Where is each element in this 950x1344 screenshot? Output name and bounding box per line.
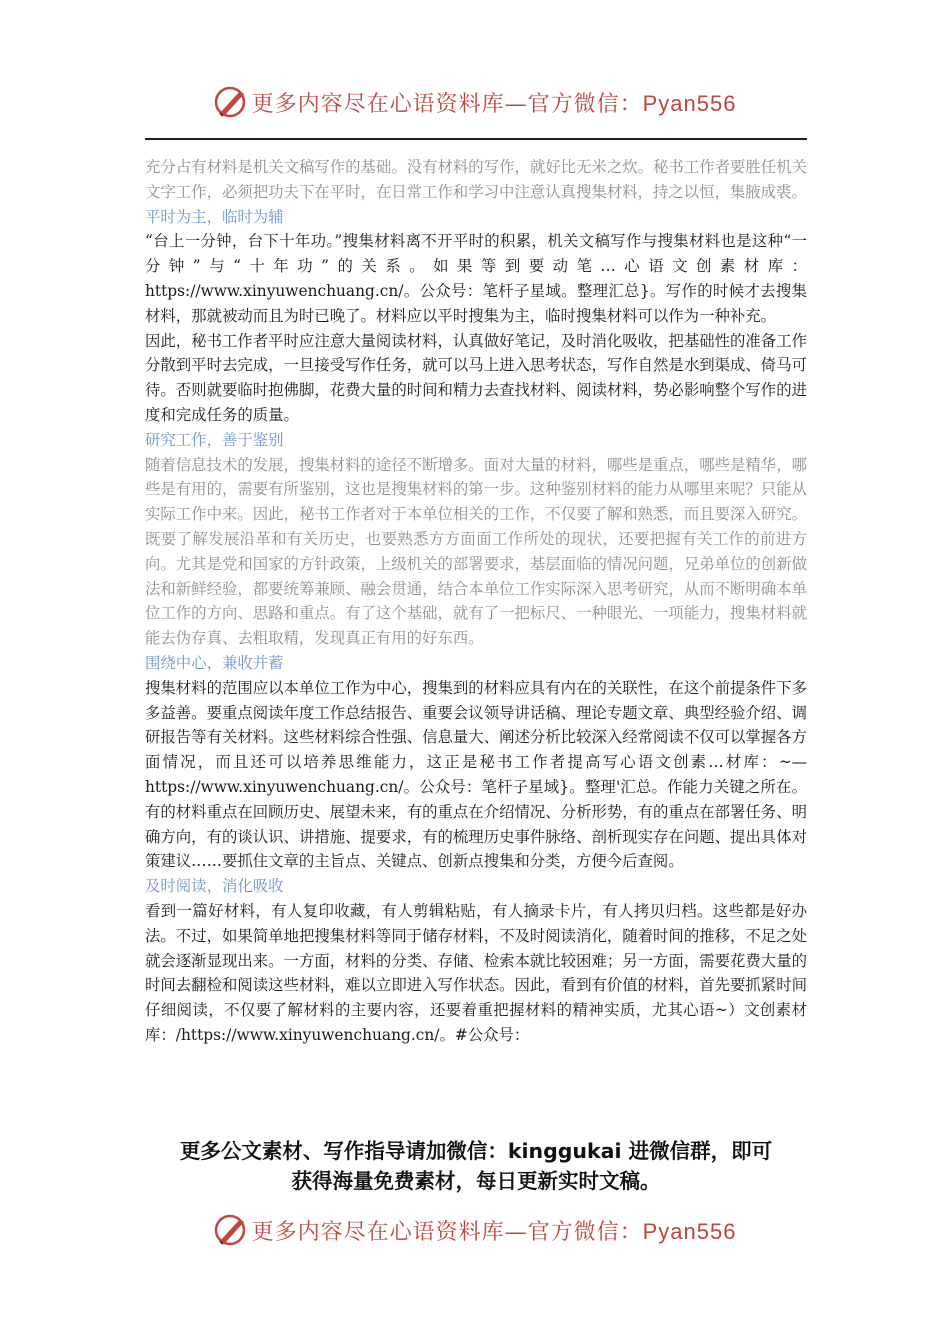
article-body [145, 155, 807, 1048]
body-paragraph: 随着信息技术的发展，搜集材料的途径不断增多。面对大量的材料，哪些是重点，哪些是精华，哪些是有用的，需要有所鉴别，这也是搜集材料的第一步。这种鉴别材料的能力从哪里来呢？只能从实际工作中来。因此，秘书工作者对于本单位相关的工作，不仅要了解和熟悉，而且要深入研究。既要了解发展沿革和有关历史，也要熟悉方方面面工作所处的现状，还要把握有关工作的前进方向。尤其是党和国家的方针政策，上级机关的部署要求，基层面临的情况问题，兄弟单位的创新做法和新鲜经验，都要统筹兼顾、融会贯通，结合本单位工作实际深入思考研究，从而不断明确本单位工作的方向、思路和重点。有了这个基础，就有了一把标尺、一种眼光、一项能力，搜集材料就能去伪存真、去粗取精，发现真正有用的好东西。 [145, 455, 807, 648]
banner-text: 更多内容尽在心语资料库—官方微信：Pyan556 [251, 90, 737, 117]
banner-wechat-id: Pyan556 [642, 90, 737, 116]
section-heading: 研究工作，善于鉴别 [145, 430, 284, 449]
promo-text [140, 1136, 812, 1196]
footer-banner [0, 1210, 950, 1250]
section-heading: 平时为主，临时为辅 [145, 207, 284, 226]
header-divider [145, 138, 807, 140]
promo-line-2: 获得海量免费素材，每日更新实时文稿。 [291, 1169, 661, 1193]
promo-line-1: 更多公文素材、写作指导请加微信：kinggukai 进微信群，即可 [179, 1139, 773, 1163]
body-paragraph: 充分占有材料是机关文稿写作的基础。没有材料的写作，就好比无米之炊。秘书工作者要胜任机关文字工作，必须把功夫下在平时，在日常工作和学习中注意认真搜集材料，持之以恒，集腋成裘。 [145, 158, 807, 201]
header-banner [0, 82, 950, 122]
banner-wechat-id: Pyan556 [642, 1218, 737, 1244]
banner-text: 更多内容尽在心语资料库—官方微信：Pyan556 [251, 1218, 737, 1245]
body-paragraph: “台上一分钟，台下十年功。”搜集材料离不开平时的积累，机关文稿写作与搜集材料也是这种“一分钟”与“十年功”的关系。如果等到要动笔…心语文创素材库：https://www.xinyuwenchuang.cn/。公众号：笔杆子星域。整理汇总}。写作的时候才去搜集材料，那就被动而且为时已晚了。材料应以平时搜集为主，临时搜集材料可以作为一种补充。 [145, 232, 807, 325]
pen-logo-icon [214, 1213, 248, 1247]
section-heading: 及时阅读，消化吸收 [145, 877, 284, 896]
body-paragraph: 搜集材料的范围应以本单位工作为中心，搜集到的材料应具有内在的关联性，在这个前提条件下多多益善。要重点阅读年度工作总结报告、重要会议领导讲话稿、理论专题文章、典型经验介绍、调研报告等有关材料。这些材料综合性强、信息量大、阐述分析比较深入经常阅读不仅可以掌握各方面情况，而且还可以培养思维能力，这正是秘书工作者提高写心语文创素…材库：~—https://www.xinyuwenchuang.cn/。公众号：笔杆子星域}。整理'汇总。作能力关键之所在。有的材料重点在回顾历史、展望未来，有的重点在介绍情况、分析形势，有的重点在部署任务、明确方向，有的谈认识、讲措施、提要求，有的梳理历史事件脉络、剖析现实存在问题、提出具体对策建议……要抓住文章的主旨点、关键点、创新点搜集和分类，方便今后查阅。 [145, 678, 807, 871]
body-paragraph: 看到一篇好材料，有人复印收藏，有人剪辑粘贴，有人摘录卡片，有人拷贝归档。这些都是好办法。不过，如果简单地把搜集材料等同于储存材料，不及时阅读消化，随着时间的推移，不足之处就会逐渐显现出来。一方面，材料的分类、存储、检索本就比较困难；另一方面，需要花费大量的时间去翻检和阅读这些材料，难以立即进入写作状态。因此，看到有价值的材料，首先要抓紧时间仔细阅读，不仅要了解材料的主要内容，还要着重把握材料的精神实质，尤其心语~）文创素材库：/https://www.xinyuwenchuang.cn/。#公众号： [145, 901, 807, 1044]
body-paragraph: 因此，秘书工作者平时应注意大量阅读材料，认真做好笔记，及时消化吸收，把基础性的准备工作分散到平时去完成，一旦接受写作任务，就可以马上进入思考状态，写作自然是水到渠成、倚马可待。否则就要临时抱佛脚，花费大量的时间和精力去查找材料、阅读材料，势必影响整个写作的进度和完成任务的质量。 [145, 331, 807, 424]
section-heading: 围绕中心，兼收并蓄 [145, 653, 284, 672]
pen-logo-icon [214, 85, 248, 119]
